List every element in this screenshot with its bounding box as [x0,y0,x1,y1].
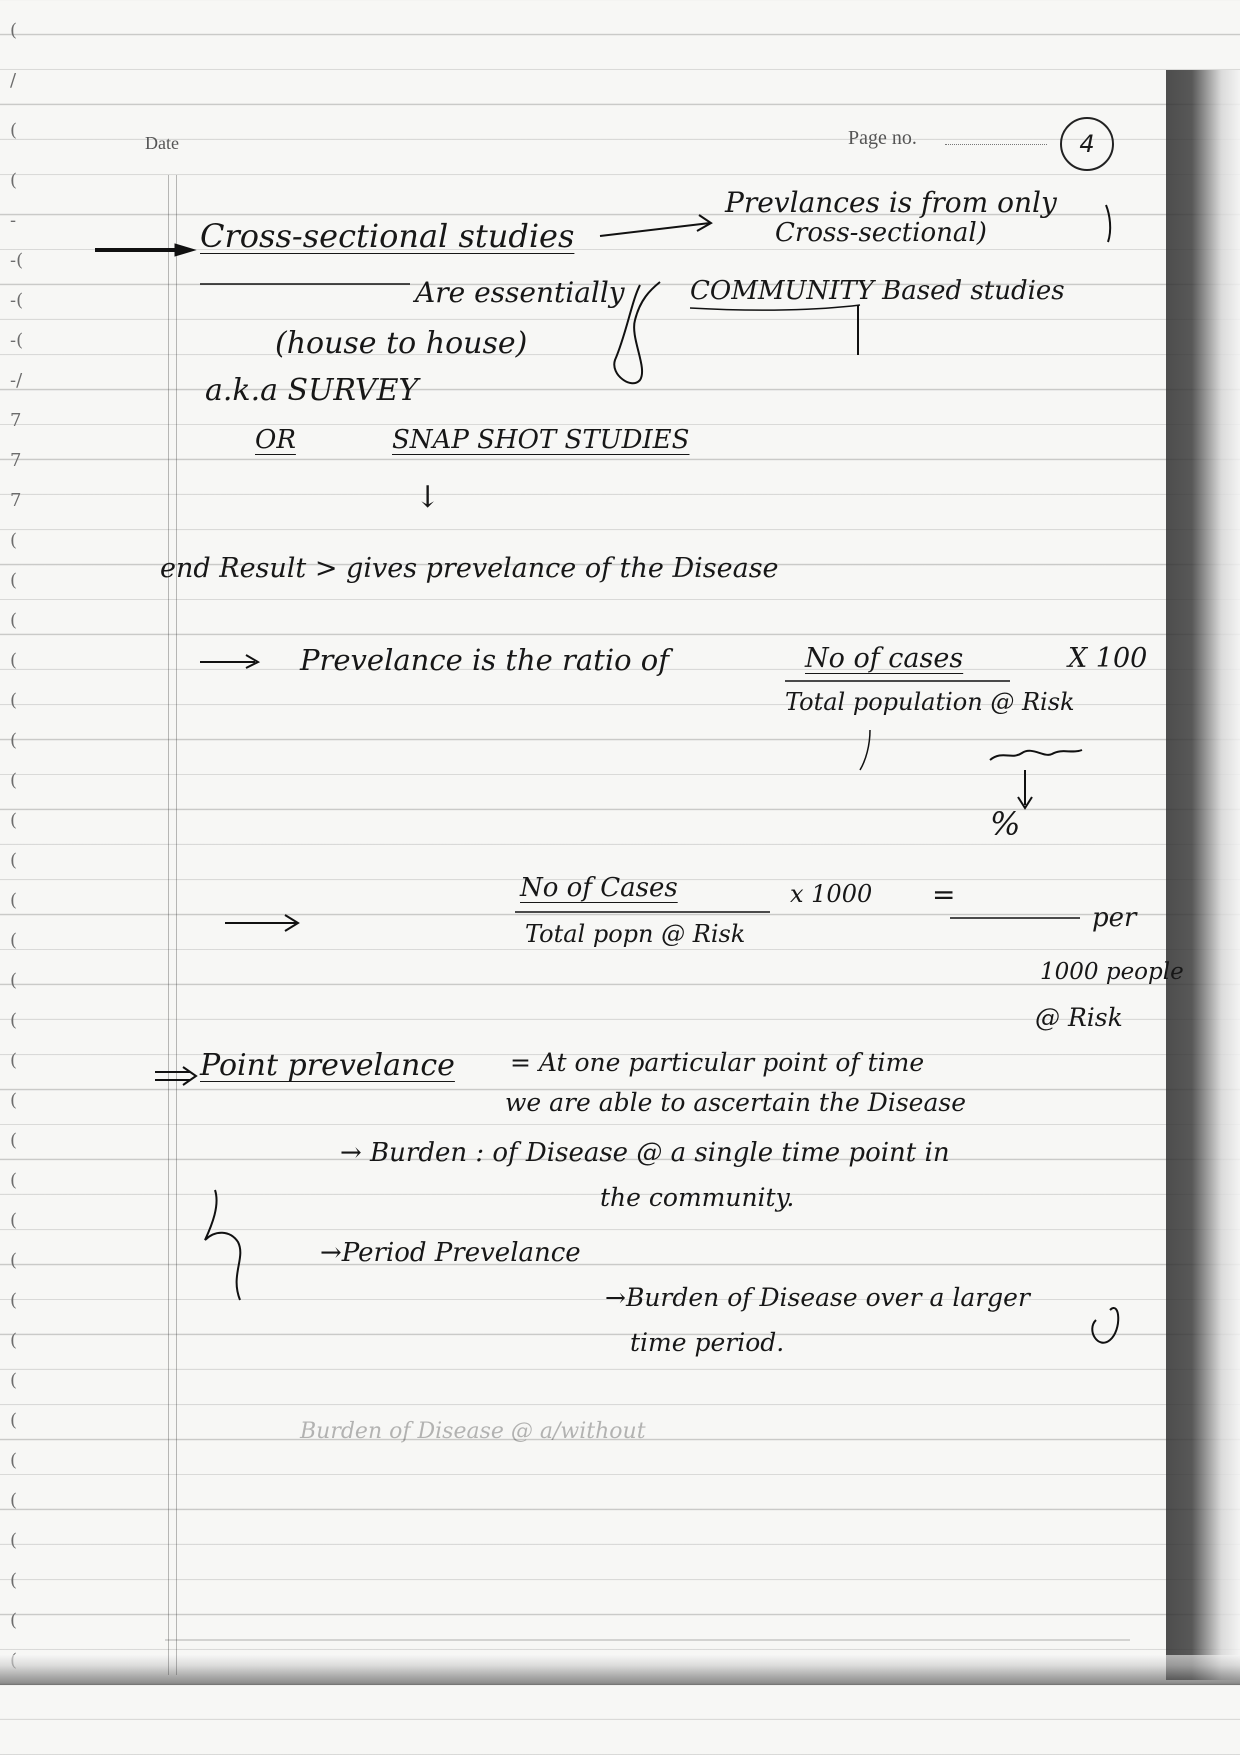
note-prevalance-cross-sectional: Cross-sectional) [775,218,987,248]
note-no-of-cases: No of cases [805,643,964,674]
note-prevalance-from-only: Prevlances is from only [725,186,1057,219]
note-total-popn-at-risk: Total popn @ Risk [525,920,746,948]
note-per-1000-people: 1000 people [1040,959,1184,985]
note-point-def-line1: = At one particular point of time [510,1048,925,1077]
page-number-circle [1060,117,1114,171]
note-end-result: end Result > gives prevelance of the Disease [160,553,779,584]
note-cross-sectional: Cross-sectional studies [200,217,575,255]
note-point-def-line2: we are able to ascertain the Disease [505,1088,966,1117]
formula-tick [860,730,870,770]
note-total-population-at-risk: Total population @ Risk [785,688,1075,716]
arrow-prevalance [200,655,258,668]
left-margin-ticks: ( / ( ( - -( -( -( -/ 7 7 7 ( ( ( ( ( ( ( ( ( ( ( ( ( ( ( ( ( ( ( ( ( ( ( ( ( ( ( ( [10,20,24,1631]
note-or: OR [255,425,296,455]
note-period-burden-line2: time period. [630,1328,785,1357]
arrow-ratio-1000 [225,915,298,931]
note-percent: % [990,805,1021,843]
scan-bottom-edge [0,1655,1240,1685]
date-label: Date [145,133,179,153]
note-period-prevalance: →Period Prevelance [320,1238,581,1268]
page-no-dots [945,144,1047,145]
note-no-of-cases-2: No of Cases [520,873,678,903]
note-times-100: X 100 [1068,643,1148,674]
scan-right-edge [1166,70,1240,1680]
note-equals: = [932,878,956,911]
note-point-prevalance: Point prevelance [200,1048,455,1083]
note-are-essentially: Are essentially [415,276,625,309]
note-bleed-through: Burden of Disease @ a/without [300,1419,646,1444]
page-number: 4 [1079,130,1095,158]
note-down-arrow: ↓ [415,480,441,515]
margin-line [168,175,169,1675]
note-aka-survey: a.k.a SURVEY [205,373,419,408]
period-brace [205,1190,240,1300]
note-period-burden-line1: →Burden of Disease over a larger [605,1283,1030,1312]
note-per: per [1092,903,1137,933]
note-house-to-house: (house to house) [275,326,528,361]
arrow-left-main [95,244,195,256]
note-bracket [1106,205,1110,242]
arrow-cross-to-note [600,215,711,236]
page-no-label: Page no. [848,127,917,149]
note-at-risk: @ Risk [1035,1003,1123,1032]
note-community-based: COMMUNITY Based studies [690,276,1065,306]
note-burden-line2: the community. [600,1183,795,1212]
loop-larger [1092,1308,1118,1343]
note-snap-shot-studies: SNAP SHOT STUDIES [392,425,690,455]
note-prevalance-ratio: Prevelance is the ratio of [300,643,669,677]
note-burden-line1: → Burden : of Disease @ a single time point in [340,1138,950,1168]
margin-line [176,175,177,1675]
squiggle-under-risk [990,750,1082,760]
note-times-1000: x 1000 [790,880,873,908]
arrow-down-percent [1018,770,1032,808]
